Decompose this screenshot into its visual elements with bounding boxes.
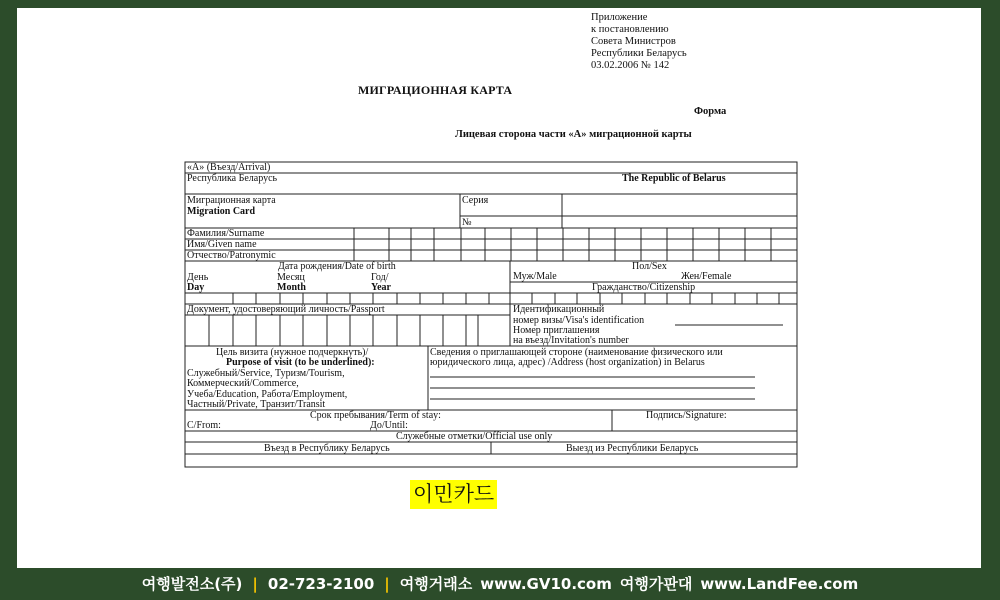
republic-ru: Республика Беларусь bbox=[187, 173, 278, 184]
appendix-line: Приложение bbox=[591, 12, 648, 23]
year-en: Year bbox=[371, 282, 391, 293]
citizenship-label: Гражданство/Citizenship bbox=[592, 282, 696, 293]
purpose-option-line-3: Учеба/Education, Работа/Employment, bbox=[187, 389, 348, 400]
appendix-line: к постановлению bbox=[591, 24, 669, 35]
female-label: Жен/Female bbox=[681, 271, 732, 282]
migration-card-ru: Миграционная карта bbox=[187, 195, 276, 206]
appendix-line: 03.02.2006 № 142 bbox=[591, 60, 670, 71]
appendix-line: Совета Министров bbox=[591, 36, 676, 47]
from-label: С/From: bbox=[187, 420, 221, 431]
dob-cells bbox=[233, 293, 489, 304]
footer-separator: | bbox=[252, 575, 258, 593]
purpose-option-line-2: Коммерческий/Commerce, bbox=[187, 378, 299, 389]
purpose-option-line-4: Частный/Private, Транзит/Transit bbox=[187, 399, 326, 410]
until-label: До/Until: bbox=[370, 420, 408, 431]
signature-label: Подпись/Signature: bbox=[646, 410, 727, 421]
day-en: Day bbox=[187, 282, 205, 293]
caption-label: 이민카드 bbox=[410, 480, 497, 509]
exit-label: Выезд из Республики Беларусь bbox=[566, 443, 699, 454]
invitation-label-2: на въезд/Invitation's number bbox=[513, 335, 629, 346]
company-name: 여행발전소(주) bbox=[141, 575, 243, 593]
year-ru: Год/ bbox=[371, 272, 389, 283]
month-ru: Месяц bbox=[277, 272, 305, 283]
site-link-gv10[interactable]: www.GV10.com bbox=[480, 575, 612, 593]
front-side-label: Лицевая сторона части «А» миграционной карты bbox=[455, 129, 692, 140]
official-use-label: Служебные отметки/Official use only bbox=[396, 431, 553, 442]
migration-card-en: Migration Card bbox=[187, 206, 256, 217]
passport-label: Документ, удостоверяющий личность/Passport bbox=[187, 304, 385, 315]
visa-id-label-1: Идентификационный bbox=[513, 304, 605, 315]
host-label-1: Сведения о приглашающей стороне (наименование физического или bbox=[430, 347, 723, 358]
site-link-landfee[interactable]: www.LandFee.com bbox=[700, 575, 859, 593]
day-ru: День bbox=[187, 272, 209, 283]
patronymic-label: Отчество/Patronymic bbox=[187, 250, 276, 261]
surname-label: Фамилия/Surname bbox=[187, 228, 265, 239]
visa-id-label-2: номер визы/Visa's identification bbox=[513, 315, 645, 326]
exchange-label: 여행거래소 bbox=[399, 575, 473, 593]
phone-number: 02-723-2100 bbox=[267, 575, 375, 593]
number-label: № bbox=[462, 217, 472, 228]
dob-label: Дата рождения/Date of birth bbox=[278, 261, 396, 272]
entry-label: Въезд в Республику Беларусь bbox=[264, 443, 390, 454]
invitation-label-1: Номер приглашения bbox=[513, 325, 600, 336]
sex-label: Пол/Sex bbox=[632, 261, 667, 272]
term-of-stay-label: Срок пребывания/Term of stay: bbox=[310, 410, 441, 421]
part-a-label: «А» (Въезд/Arrival) bbox=[187, 162, 271, 173]
male-label: Муж/Male bbox=[513, 271, 557, 282]
name-letter-cells bbox=[354, 228, 771, 261]
purpose-option-line-1: Служебный/Service, Туризм/Tourism, bbox=[187, 368, 345, 379]
footer-separator: | bbox=[384, 575, 390, 593]
footer-bar bbox=[0, 572, 1000, 596]
host-label-2: юридического лица, адрес) /Address (host organization) in Belarus bbox=[430, 357, 705, 368]
citizenship-cells bbox=[532, 293, 779, 304]
republic-en: The Republic of Belarus bbox=[622, 173, 726, 184]
compare-label: 여행가판대 bbox=[619, 575, 693, 593]
month-en: Month bbox=[277, 282, 306, 293]
given-name-label: Имя/Given name bbox=[187, 239, 257, 250]
series-label: Серия bbox=[462, 195, 489, 206]
appendix-line: Республики Беларусь bbox=[591, 48, 687, 59]
purpose-label-1: Цель визита (нужное подчеркнуть)/ bbox=[216, 347, 369, 358]
form-label: Форма bbox=[694, 106, 727, 117]
passport-cells bbox=[209, 315, 478, 346]
purpose-label-2: Purpose of visit (to be underlined): bbox=[226, 357, 375, 368]
document-title: МИГРАЦИОННАЯ КАРТА bbox=[358, 83, 513, 97]
